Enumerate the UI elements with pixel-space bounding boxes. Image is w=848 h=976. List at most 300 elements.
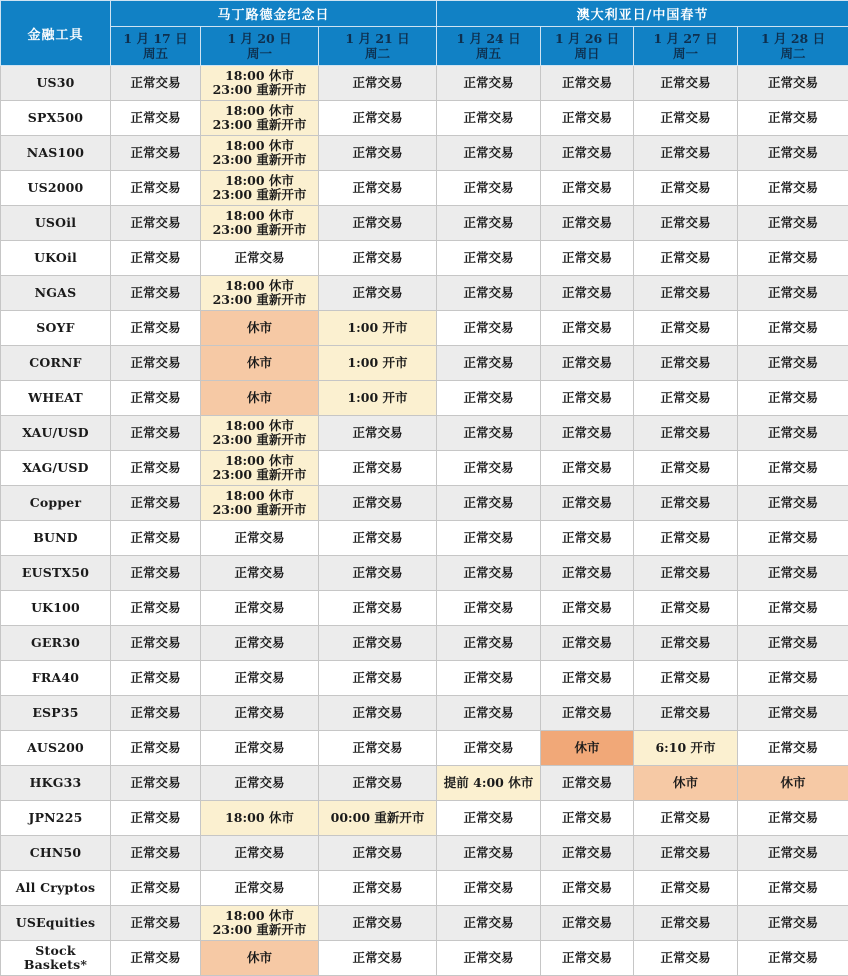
schedule-cell <box>201 346 319 381</box>
schedule-cell <box>634 206 738 241</box>
schedule-cell-text: 正常交易 <box>321 251 434 265</box>
date-column-header <box>541 27 634 66</box>
schedule-cell-text: 正常交易 <box>636 706 735 720</box>
schedule-cell <box>201 66 319 101</box>
schedule-cell <box>437 276 541 311</box>
schedule-cell-text: 正常交易 <box>543 566 631 580</box>
schedule-cell <box>319 731 437 766</box>
schedule-cell-text: 正常交易 <box>740 566 846 580</box>
schedule-cell-text: 正常交易 <box>439 356 538 370</box>
schedule-cell-text: 正常交易 <box>543 706 631 720</box>
schedule-cell <box>201 416 319 451</box>
schedule-cell-text: 正常交易 <box>439 671 538 685</box>
schedule-cell <box>111 941 201 976</box>
schedule-cell <box>541 241 634 276</box>
schedule-cell <box>111 766 201 801</box>
table-row <box>1 206 848 241</box>
schedule-cell-text: 正常交易 <box>543 846 631 860</box>
table-row <box>1 66 848 101</box>
schedule-cell <box>541 66 634 101</box>
schedule-cell-text: 正常交易 <box>321 461 434 475</box>
schedule-cell-text: 正常交易 <box>740 496 846 510</box>
schedule-cell-text: 正常交易 <box>740 181 846 195</box>
schedule-cell <box>111 871 201 906</box>
instrument-name: GER30 <box>1 626 111 661</box>
schedule-cell-text: 正常交易 <box>321 671 434 685</box>
schedule-cell <box>201 941 319 976</box>
schedule-cell-text: 正常交易 <box>321 146 434 160</box>
schedule-cell <box>437 836 541 871</box>
schedule-cell-text: 正常交易 <box>740 426 846 440</box>
schedule-cell-text: 正常交易 <box>543 181 631 195</box>
schedule-cell <box>541 136 634 171</box>
schedule-cell <box>634 836 738 871</box>
schedule-cell-text: 正常交易 <box>636 321 735 335</box>
schedule-cell-text: 正常交易 <box>321 426 434 440</box>
schedule-cell-text: 正常交易 <box>740 111 846 125</box>
schedule-cell <box>319 801 437 836</box>
schedule-cell <box>738 521 848 556</box>
schedule-cell-text: 正常交易 <box>203 251 316 265</box>
date-label: 1 月 17 日 <box>113 31 198 46</box>
schedule-cell <box>319 311 437 346</box>
schedule-cell <box>201 836 319 871</box>
schedule-cell-text: 23:00 重新开市 <box>203 118 316 132</box>
schedule-cell <box>111 451 201 486</box>
schedule-cell <box>738 591 848 626</box>
schedule-cell <box>738 871 848 906</box>
schedule-cell <box>634 801 738 836</box>
table-row <box>1 871 848 906</box>
schedule-cell-text: 正常交易 <box>113 601 198 615</box>
schedule-cell-text: 23:00 重新开市 <box>203 223 316 237</box>
schedule-cell <box>319 871 437 906</box>
instrument-name: FRA40 <box>1 661 111 696</box>
schedule-cell-text: 正常交易 <box>636 566 735 580</box>
schedule-cell <box>634 766 738 801</box>
schedule-cell-text: 正常交易 <box>543 601 631 615</box>
schedule-cell <box>738 556 848 591</box>
instrument-name: JPN225 <box>1 801 111 836</box>
schedule-cell-text: 正常交易 <box>439 251 538 265</box>
schedule-cell <box>111 626 201 661</box>
schedule-cell <box>738 136 848 171</box>
schedule-cell <box>541 101 634 136</box>
schedule-cell-text: 正常交易 <box>321 881 434 895</box>
instrument-name: NAS100 <box>1 136 111 171</box>
schedule-cell-text: 正常交易 <box>636 356 735 370</box>
schedule-cell-text: 正常交易 <box>740 286 846 300</box>
schedule-cell-text: 正常交易 <box>439 181 538 195</box>
schedule-cell-text: 18:00 休市 <box>203 419 316 433</box>
schedule-cell <box>437 731 541 766</box>
schedule-cell <box>201 521 319 556</box>
schedule-cell <box>634 381 738 416</box>
instrument-name: US2000 <box>1 171 111 206</box>
schedule-cell-text: 正常交易 <box>321 916 434 930</box>
schedule-cell <box>319 241 437 276</box>
schedule-cell <box>319 486 437 521</box>
instrument-name: HKG33 <box>1 766 111 801</box>
schedule-cell-text: 休市 <box>203 391 316 405</box>
schedule-cell-text: 正常交易 <box>543 146 631 160</box>
instrument-name: Stock Baskets* <box>1 941 111 976</box>
schedule-cell-text: 正常交易 <box>113 951 198 965</box>
schedule-cell <box>541 206 634 241</box>
schedule-cell <box>437 241 541 276</box>
schedule-cell <box>634 731 738 766</box>
schedule-cell-text: 正常交易 <box>636 671 735 685</box>
schedule-cell-text: 正常交易 <box>113 496 198 510</box>
schedule-cell-text: 正常交易 <box>543 426 631 440</box>
schedule-cell-text: 正常交易 <box>636 76 735 90</box>
schedule-cell-text: 正常交易 <box>636 881 735 895</box>
table-row <box>1 906 848 941</box>
schedule-cell-text: 正常交易 <box>543 531 631 545</box>
schedule-cell-text: 正常交易 <box>543 636 631 650</box>
table-row <box>1 241 848 276</box>
table-row <box>1 626 848 661</box>
schedule-cell-text: 23:00 重新开市 <box>203 83 316 97</box>
schedule-cell-text: 23:00 重新开市 <box>203 293 316 307</box>
schedule-cell <box>634 241 738 276</box>
schedule-cell <box>738 206 848 241</box>
schedule-cell-text: 正常交易 <box>113 391 198 405</box>
instrument-name: NGAS <box>1 276 111 311</box>
schedule-cell <box>738 241 848 276</box>
schedule-cell <box>319 941 437 976</box>
schedule-cell-text: 正常交易 <box>321 181 434 195</box>
schedule-cell <box>541 591 634 626</box>
table-row <box>1 451 848 486</box>
schedule-cell <box>738 486 848 521</box>
table-row <box>1 801 848 836</box>
schedule-cell-text: 正常交易 <box>636 916 735 930</box>
schedule-cell-text: 正常交易 <box>740 146 846 160</box>
instrument-name: BUND <box>1 521 111 556</box>
instrument-name: Copper <box>1 486 111 521</box>
schedule-cell-text: 正常交易 <box>321 846 434 860</box>
table-row <box>1 696 848 731</box>
schedule-cell <box>634 591 738 626</box>
schedule-cell-text: 18:00 休市 <box>203 279 316 293</box>
schedule-cell-text: 正常交易 <box>740 881 846 895</box>
schedule-cell <box>201 766 319 801</box>
table-row <box>1 136 848 171</box>
schedule-cell-text: 1:00 开市 <box>321 356 434 370</box>
weekday-label: 周二 <box>740 46 846 61</box>
table-row <box>1 556 848 591</box>
weekday-label: 周二 <box>321 46 434 61</box>
instrument-name: ESP35 <box>1 696 111 731</box>
schedule-cell <box>437 626 541 661</box>
weekday-label: 周日 <box>543 46 631 61</box>
date-column-header <box>437 27 541 66</box>
schedule-cell-text: 正常交易 <box>439 741 538 755</box>
schedule-cell-text: 正常交易 <box>636 601 735 615</box>
schedule-cell <box>738 451 848 486</box>
schedule-cell <box>111 66 201 101</box>
schedule-cell <box>319 171 437 206</box>
schedule-cell-text: 18:00 休市 <box>203 69 316 83</box>
schedule-cell <box>319 416 437 451</box>
schedule-cell-text: 休市 <box>203 356 316 370</box>
schedule-cell-text: 1:00 开市 <box>321 391 434 405</box>
schedule-cell <box>541 836 634 871</box>
date-label: 1 月 26 日 <box>543 31 631 46</box>
schedule-cell-text: 18:00 休市 <box>203 811 316 825</box>
schedule-cell <box>738 626 848 661</box>
schedule-cell-text: 正常交易 <box>439 146 538 160</box>
date-label: 1 月 27 日 <box>636 31 735 46</box>
schedule-cell-text: 正常交易 <box>321 111 434 125</box>
schedule-cell-text: 正常交易 <box>543 251 631 265</box>
schedule-cell-text: 18:00 休市 <box>203 489 316 503</box>
group-header-australia-day-cny: 澳大利亚日/中国春节 <box>437 1 848 27</box>
schedule-cell-text: 正常交易 <box>203 776 316 790</box>
schedule-cell <box>634 66 738 101</box>
schedule-cell <box>738 66 848 101</box>
schedule-cell <box>437 906 541 941</box>
schedule-cell <box>738 906 848 941</box>
schedule-cell <box>319 661 437 696</box>
schedule-cell-text: 正常交易 <box>543 671 631 685</box>
schedule-cell-text: 正常交易 <box>113 671 198 685</box>
table-row <box>1 766 848 801</box>
schedule-cell-text: 休市 <box>636 776 735 790</box>
schedule-cell-text: 正常交易 <box>543 881 631 895</box>
schedule-cell-text: 正常交易 <box>321 951 434 965</box>
schedule-cell <box>634 871 738 906</box>
table-row <box>1 171 848 206</box>
schedule-cell-text: 正常交易 <box>740 356 846 370</box>
schedule-cell-text: 正常交易 <box>636 811 735 825</box>
schedule-cell <box>541 801 634 836</box>
schedule-cell-text: 正常交易 <box>740 671 846 685</box>
schedule-cell-text: 正常交易 <box>203 881 316 895</box>
schedule-cell-text: 休市 <box>203 321 316 335</box>
schedule-cell-text: 正常交易 <box>203 846 316 860</box>
schedule-cell-text: 正常交易 <box>636 846 735 860</box>
schedule-cell-text: 正常交易 <box>321 706 434 720</box>
corner-header-financial-instruments: 金融工具 <box>1 1 111 66</box>
schedule-cell-text: 正常交易 <box>636 216 735 230</box>
schedule-cell-text: 正常交易 <box>636 531 735 545</box>
schedule-cell-text: 正常交易 <box>740 706 846 720</box>
schedule-cell-text: 23:00 重新开市 <box>203 468 316 482</box>
schedule-cell <box>201 661 319 696</box>
schedule-cell-text: 正常交易 <box>113 811 198 825</box>
schedule-cell <box>541 696 634 731</box>
schedule-cell <box>111 311 201 346</box>
schedule-cell <box>319 521 437 556</box>
schedule-cell-text: 正常交易 <box>113 531 198 545</box>
table-row <box>1 591 848 626</box>
date-label: 1 月 21 日 <box>321 31 434 46</box>
schedule-cell <box>201 591 319 626</box>
schedule-cell-text: 正常交易 <box>740 216 846 230</box>
schedule-cell <box>437 696 541 731</box>
instrument-name: SOYF <box>1 311 111 346</box>
schedule-cell <box>738 801 848 836</box>
schedule-cell-text: 18:00 休市 <box>203 139 316 153</box>
schedule-cell-text: 正常交易 <box>113 426 198 440</box>
schedule-cell <box>201 486 319 521</box>
schedule-cell-text: 正常交易 <box>740 461 846 475</box>
schedule-cell-text: 正常交易 <box>321 601 434 615</box>
schedule-cell <box>437 871 541 906</box>
schedule-cell-text: 1:00 开市 <box>321 321 434 335</box>
schedule-cell-text: 正常交易 <box>321 76 434 90</box>
schedule-cell-text: 正常交易 <box>321 216 434 230</box>
schedule-cell <box>634 556 738 591</box>
schedule-cell <box>319 836 437 871</box>
schedule-cell <box>201 906 319 941</box>
schedule-cell-text: 正常交易 <box>439 216 538 230</box>
schedule-cell-text: 正常交易 <box>636 426 735 440</box>
schedule-cell <box>437 556 541 591</box>
instrument-name: CORNF <box>1 346 111 381</box>
schedule-cell-text: 正常交易 <box>439 286 538 300</box>
schedule-cell-text: 正常交易 <box>439 391 538 405</box>
schedule-cell-text: 正常交易 <box>321 636 434 650</box>
schedule-cell-text: 正常交易 <box>113 636 198 650</box>
schedule-cell-text: 正常交易 <box>543 391 631 405</box>
schedule-cell-text: 正常交易 <box>543 286 631 300</box>
schedule-cell <box>201 136 319 171</box>
table-row <box>1 661 848 696</box>
schedule-cell-text: 正常交易 <box>439 111 538 125</box>
schedule-cell <box>738 766 848 801</box>
schedule-cell-text: 18:00 休市 <box>203 909 316 923</box>
schedule-cell-text: 正常交易 <box>113 76 198 90</box>
schedule-cell-text: 18:00 休市 <box>203 104 316 118</box>
table-row <box>1 101 848 136</box>
schedule-cell <box>319 696 437 731</box>
schedule-cell <box>111 381 201 416</box>
schedule-cell-text: 23:00 重新开市 <box>203 433 316 447</box>
schedule-cell <box>201 626 319 661</box>
instrument-name: UK100 <box>1 591 111 626</box>
schedule-cell <box>541 906 634 941</box>
table-row <box>1 836 848 871</box>
schedule-cell <box>319 346 437 381</box>
schedule-cell <box>201 556 319 591</box>
schedule-cell-text: 正常交易 <box>543 216 631 230</box>
schedule-cell-text: 正常交易 <box>636 461 735 475</box>
schedule-cell <box>634 661 738 696</box>
schedule-cell <box>634 941 738 976</box>
schedule-cell-text: 正常交易 <box>543 776 631 790</box>
schedule-cell <box>437 311 541 346</box>
schedule-cell <box>634 626 738 661</box>
instrument-name: XAU/USD <box>1 416 111 451</box>
schedule-cell-text: 18:00 休市 <box>203 174 316 188</box>
schedule-cell <box>437 591 541 626</box>
schedule-cell <box>111 416 201 451</box>
schedule-cell-text: 正常交易 <box>636 286 735 300</box>
date-label: 1 月 28 日 <box>740 31 846 46</box>
schedule-cell-text: 正常交易 <box>113 286 198 300</box>
schedule-cell <box>319 101 437 136</box>
schedule-cell <box>738 661 848 696</box>
schedule-cell-text: 休市 <box>543 741 631 755</box>
schedule-cell <box>201 101 319 136</box>
schedule-cell <box>738 311 848 346</box>
schedule-cell-text: 正常交易 <box>113 111 198 125</box>
schedule-cell-text: 正常交易 <box>113 706 198 720</box>
schedule-cell-text: 正常交易 <box>740 251 846 265</box>
schedule-cell-text: 正常交易 <box>203 531 316 545</box>
schedule-cell-text: 正常交易 <box>740 811 846 825</box>
schedule-cell <box>201 696 319 731</box>
schedule-cell <box>111 556 201 591</box>
schedule-cell-text: 23:00 重新开市 <box>203 188 316 202</box>
instrument-name: USEquities <box>1 906 111 941</box>
schedule-cell <box>201 206 319 241</box>
schedule-cell-text: 正常交易 <box>740 636 846 650</box>
schedule-cell-text: 正常交易 <box>740 531 846 545</box>
schedule-cell <box>319 626 437 661</box>
schedule-cell <box>319 381 437 416</box>
schedule-cell-text: 正常交易 <box>439 76 538 90</box>
schedule-cell <box>319 451 437 486</box>
table-row <box>1 346 848 381</box>
date-column-header <box>201 27 319 66</box>
schedule-cell <box>111 486 201 521</box>
table-row <box>1 521 848 556</box>
schedule-cell-text: 正常交易 <box>740 321 846 335</box>
schedule-cell <box>738 171 848 206</box>
schedule-cell-text: 正常交易 <box>113 846 198 860</box>
schedule-cell-text: 正常交易 <box>439 916 538 930</box>
schedule-cell-text: 正常交易 <box>439 426 538 440</box>
schedule-cell <box>201 171 319 206</box>
schedule-cell <box>634 311 738 346</box>
schedule-cell <box>437 206 541 241</box>
table-row <box>1 941 848 976</box>
schedule-cell-text: 正常交易 <box>203 706 316 720</box>
schedule-cell-text: 正常交易 <box>543 356 631 370</box>
schedule-cell-text: 正常交易 <box>113 251 198 265</box>
schedule-cell-text: 正常交易 <box>439 531 538 545</box>
schedule-cell <box>738 836 848 871</box>
schedule-cell <box>201 381 319 416</box>
weekday-label: 周一 <box>203 46 316 61</box>
schedule-cell-text: 正常交易 <box>543 916 631 930</box>
schedule-cell <box>437 766 541 801</box>
schedule-cell-text: 正常交易 <box>543 111 631 125</box>
schedule-cell <box>634 451 738 486</box>
schedule-cell-text: 正常交易 <box>439 706 538 720</box>
schedule-cell <box>111 801 201 836</box>
schedule-cell <box>319 66 437 101</box>
schedule-cell-text: 正常交易 <box>439 321 538 335</box>
weekday-label: 周五 <box>439 46 538 61</box>
schedule-cell-text: 正常交易 <box>113 461 198 475</box>
schedule-cell <box>319 906 437 941</box>
schedule-cell-text: 正常交易 <box>543 461 631 475</box>
schedule-cell-text: 正常交易 <box>439 636 538 650</box>
schedule-cell-text: 正常交易 <box>321 566 434 580</box>
schedule-cell-text: 正常交易 <box>636 951 735 965</box>
schedule-cell <box>634 346 738 381</box>
schedule-cell <box>437 801 541 836</box>
instrument-name: AUS200 <box>1 731 111 766</box>
schedule-cell <box>319 591 437 626</box>
schedule-cell-text: 正常交易 <box>636 496 735 510</box>
table-row <box>1 416 848 451</box>
